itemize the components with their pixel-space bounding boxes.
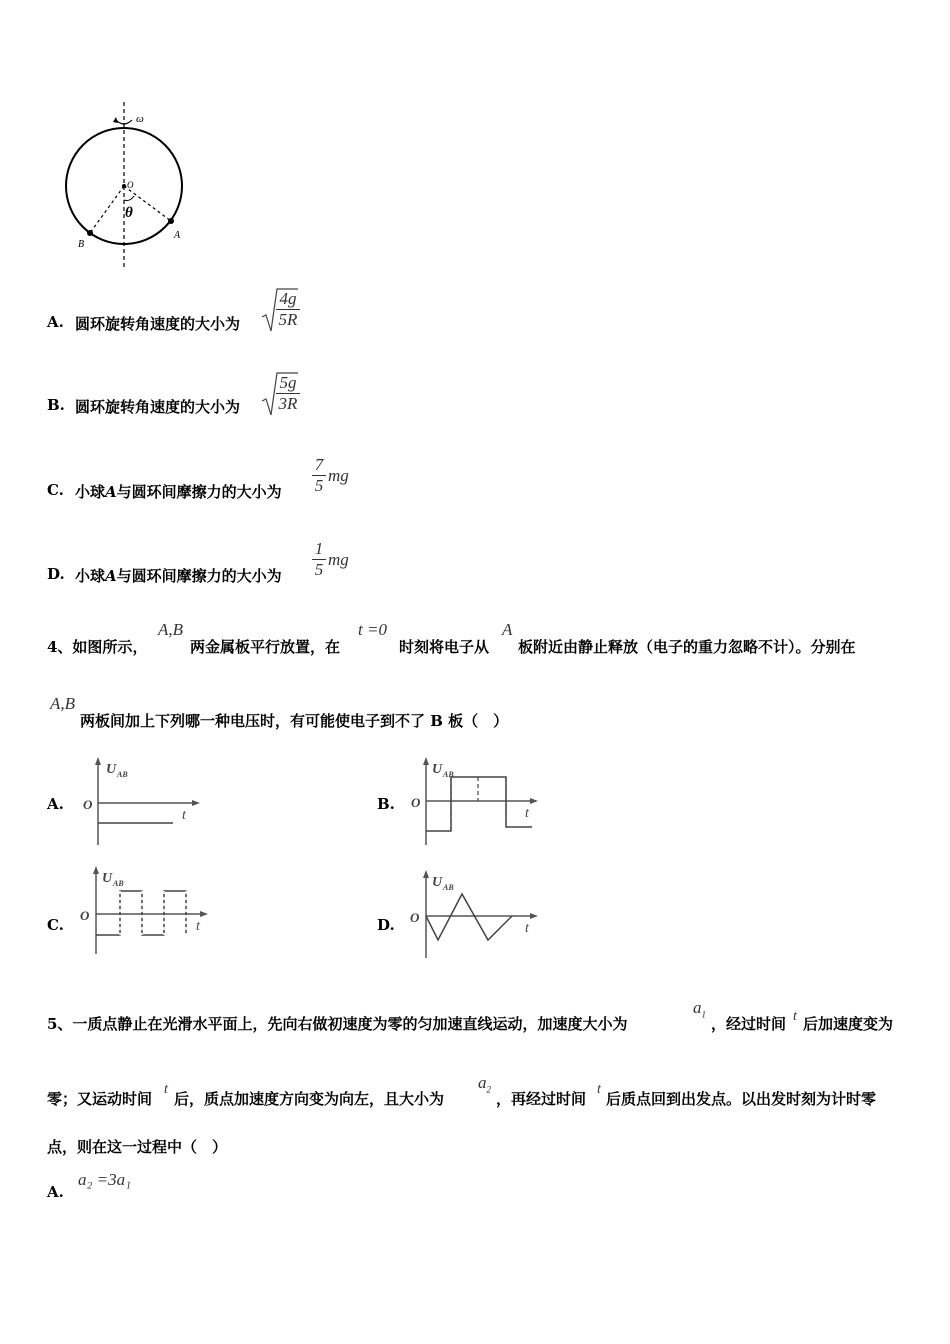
center-label: O bbox=[127, 180, 134, 190]
ring-figure bbox=[58, 100, 198, 270]
q4-option-b-letter: B. bbox=[377, 795, 395, 813]
voltage-graph-a bbox=[78, 755, 208, 847]
q4-option-d-letter: D. bbox=[377, 916, 395, 934]
svg-text:O: O bbox=[410, 910, 420, 925]
option-b-letter: B. bbox=[47, 396, 65, 414]
option-a-denominator: 5R bbox=[276, 309, 300, 330]
svg-text:t: t bbox=[525, 806, 529, 821]
svg-text:O: O bbox=[80, 908, 90, 923]
q4-text-1: 两金属板平行放置，在 bbox=[190, 638, 341, 656]
svg-text:U: U bbox=[102, 871, 113, 886]
option-c-suffix: mg bbox=[328, 466, 349, 485]
q5-line1-c: 后加速度变为 bbox=[803, 1015, 894, 1033]
q5-t-symbol-3: t bbox=[597, 1082, 601, 1097]
q5-t-symbol-2: t bbox=[164, 1082, 168, 1097]
option-b-numerator: 5g bbox=[279, 373, 297, 392]
q5-line3: 点，则在这一过程中（ ） bbox=[47, 1138, 228, 1156]
theta-label: θ bbox=[125, 205, 133, 221]
option-a-fraction bbox=[276, 289, 300, 330]
option-c-fraction: $\frac{7}{5}$ bbox=[312, 455, 326, 496]
q5-line2-a: 零；又运动时间 bbox=[47, 1090, 153, 1108]
option-d-text: 小球A与圆环间摩擦力的大小为 bbox=[75, 567, 282, 585]
q4-ab-symbol: A,B bbox=[158, 620, 184, 639]
q4-option-a-letter: A. bbox=[47, 795, 64, 813]
option-b-denominator: 3R bbox=[276, 393, 300, 414]
q4-text-3: 板附近由静止释放（电子的重力忽略不计）。分别在 bbox=[518, 638, 856, 656]
ball-a-label: A bbox=[174, 230, 181, 241]
svg-text:AB: AB bbox=[443, 883, 454, 892]
ball-b-label: B bbox=[78, 239, 85, 250]
q5-a2-symbol: $a_2$ bbox=[478, 1073, 491, 1095]
option-d-fraction: $\frac{1}{5}$ bbox=[312, 539, 326, 580]
q5-a1-symbol: $a_1$ bbox=[693, 998, 706, 1020]
q5-t-symbol-1: t bbox=[793, 1009, 797, 1024]
voltage-graph-d bbox=[406, 868, 546, 960]
voltage-graph-c bbox=[78, 864, 218, 956]
q4-a-symbol: A bbox=[502, 620, 513, 639]
option-d-letter: D. bbox=[47, 565, 65, 583]
q5-line2-b: 后，质点加速度方向变为向左，且大小为 bbox=[174, 1090, 445, 1108]
option-c-text: 小球A与圆环间摩擦力的大小为 bbox=[75, 483, 282, 501]
svg-text:t: t bbox=[525, 921, 529, 936]
q5-line2-d: 后质点回到出发点。以出发时刻为计时零 bbox=[606, 1090, 877, 1108]
q4-t-zero: t =0 bbox=[358, 620, 387, 639]
svg-text:AB: AB bbox=[113, 879, 124, 888]
q4-text-2: 时刻将电子从 bbox=[399, 638, 490, 656]
option-d-suffix: mg bbox=[328, 550, 349, 569]
q5-option-a-expression: a₂ =3a₁ bbox=[78, 1170, 132, 1189]
q4-ab-symbol-2: A,B bbox=[50, 694, 76, 713]
option-a-letter: A. bbox=[47, 313, 64, 331]
svg-text:O: O bbox=[411, 795, 421, 810]
omega-label: ω bbox=[136, 113, 144, 125]
option-a-numerator: 4g bbox=[279, 289, 297, 308]
q4-number: 4、如图所示， bbox=[47, 638, 148, 656]
q5-line1-b: ，经过时间 bbox=[711, 1015, 787, 1033]
option-c-letter: C. bbox=[47, 481, 64, 499]
option-a-text: 圆环旋转角速度的大小为 bbox=[75, 315, 241, 333]
q4-option-c-letter: C. bbox=[47, 916, 64, 934]
option-b-fraction bbox=[276, 373, 300, 414]
svg-text:U: U bbox=[432, 762, 443, 777]
q5-line2-c: ，再经过时间 bbox=[496, 1090, 587, 1108]
svg-text:AB: AB bbox=[117, 770, 128, 779]
svg-text:U: U bbox=[106, 762, 117, 777]
q4-text-4: 两板间加上下列哪一种电压时，有可能使电子到不了 B 板（ ） bbox=[80, 712, 509, 730]
voltage-graph-b bbox=[406, 755, 546, 847]
svg-text:U: U bbox=[432, 875, 443, 890]
svg-text:AB: AB bbox=[443, 770, 454, 779]
q5-line1-a: 5、一质点静止在光滑水平面上，先向右做初速度为零的匀加速直线运动，加速度大小为 bbox=[47, 1015, 628, 1033]
q5-option-a-letter: A. bbox=[47, 1183, 64, 1201]
svg-text:O: O bbox=[83, 797, 93, 812]
svg-text:t: t bbox=[196, 919, 200, 934]
svg-text:t: t bbox=[182, 808, 186, 823]
option-b-text: 圆环旋转角速度的大小为 bbox=[75, 398, 241, 416]
